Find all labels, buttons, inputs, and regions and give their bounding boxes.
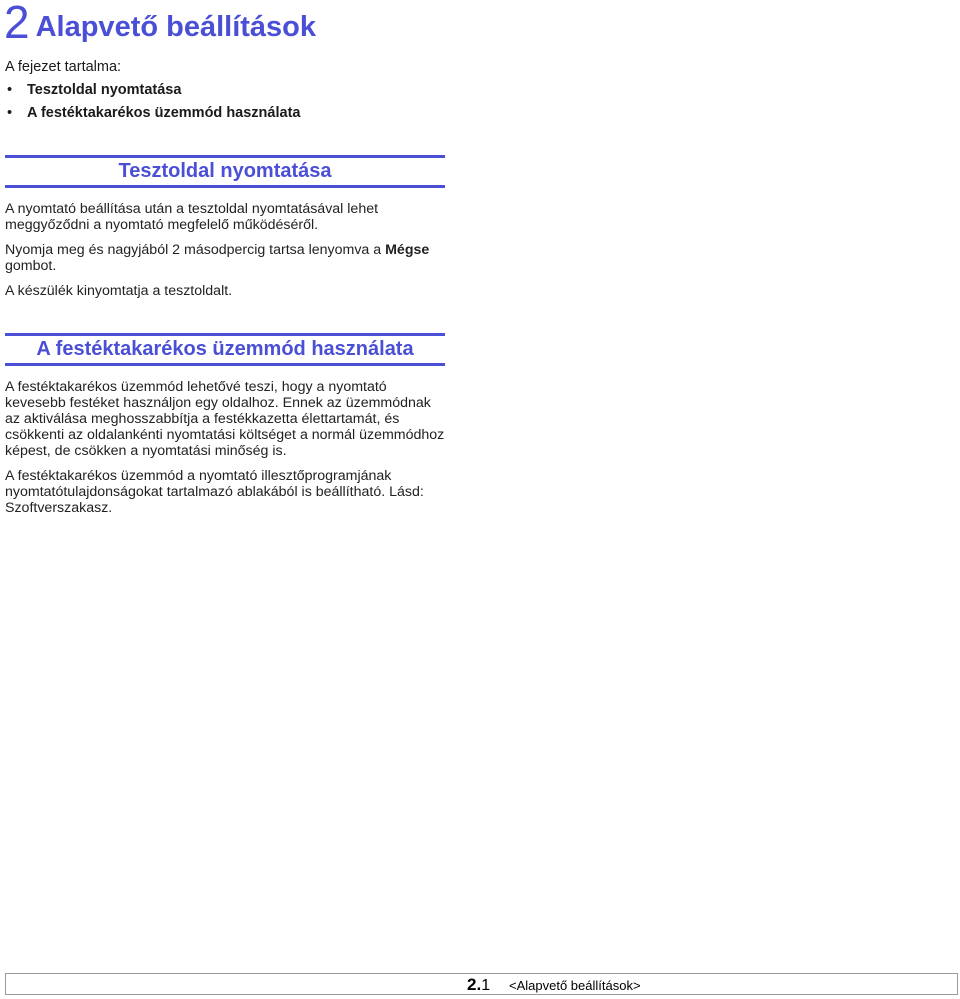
section-toner-save xyxy=(5,333,445,516)
section-heading-text: Tesztoldal nyomtatása xyxy=(118,160,332,182)
paragraph-text: gombot. xyxy=(5,258,57,274)
chapter-title-text: Alapvető beállítások xyxy=(35,11,317,43)
page-number-minor: 1 xyxy=(481,977,491,994)
page-footer xyxy=(5,973,958,995)
paragraph: A készülék kinyomtatja a tesztoldalt. xyxy=(5,283,233,299)
footer-chapter-label: <Alapvető beállítások> xyxy=(509,978,641,993)
section-test-page xyxy=(5,155,445,299)
paragraph: A festéktakarékos üzemmód a nyomtató illesztőprogramjának nyomtatótulajdonságokat tartalmazó ablakából is beállítható. Lásd: Szoftverszakasz. xyxy=(5,468,424,516)
cancel-button-label: Mégse xyxy=(385,242,430,258)
chapter-contents-list xyxy=(0,81,300,127)
chapter-title xyxy=(4,0,317,48)
paragraph: A nyomtató beállítása után a tesztoldal nyomtatásával lehet meggyőződni a nyomtató megfelelő működéséről. xyxy=(5,201,379,233)
toc-item-test-page[interactable] xyxy=(0,81,300,104)
bullet-icon: • xyxy=(7,105,13,121)
bullet-icon: • xyxy=(7,82,13,98)
toc-item-label: A festéktakarékos üzemmód használata xyxy=(27,105,301,121)
section-heading-text: A festéktakarékos üzemmód használata xyxy=(36,338,414,360)
chapter-number: 2 xyxy=(4,0,30,48)
section-heading xyxy=(5,333,445,366)
page-number xyxy=(467,975,490,995)
toc-item-toner-save[interactable] xyxy=(0,104,300,127)
toc-item-label: Tesztoldal nyomtatása xyxy=(27,82,182,98)
intro-text: A fejezet tartalma: xyxy=(5,59,122,75)
section-heading xyxy=(5,155,445,188)
paragraph xyxy=(5,242,445,274)
paragraph: A festéktakarékos üzemmód lehetővé teszi, hogy a nyomtató kevesebb festéket használjon egy oldalhoz. Ennek az üzemmódnak az aktiválása meghosszabbítja a festékkazetta élettartamát, és csökkenti az oldalankénti nyomtatási költséget a normál üzemmódhoz képest, de csökken a nyomtatási minőség is. xyxy=(5,379,445,459)
paragraph-text: Nyomja meg és nagyjából 2 másodpercig tartsa lenyomva a xyxy=(5,242,386,258)
page-number-major: 2. xyxy=(467,975,482,994)
